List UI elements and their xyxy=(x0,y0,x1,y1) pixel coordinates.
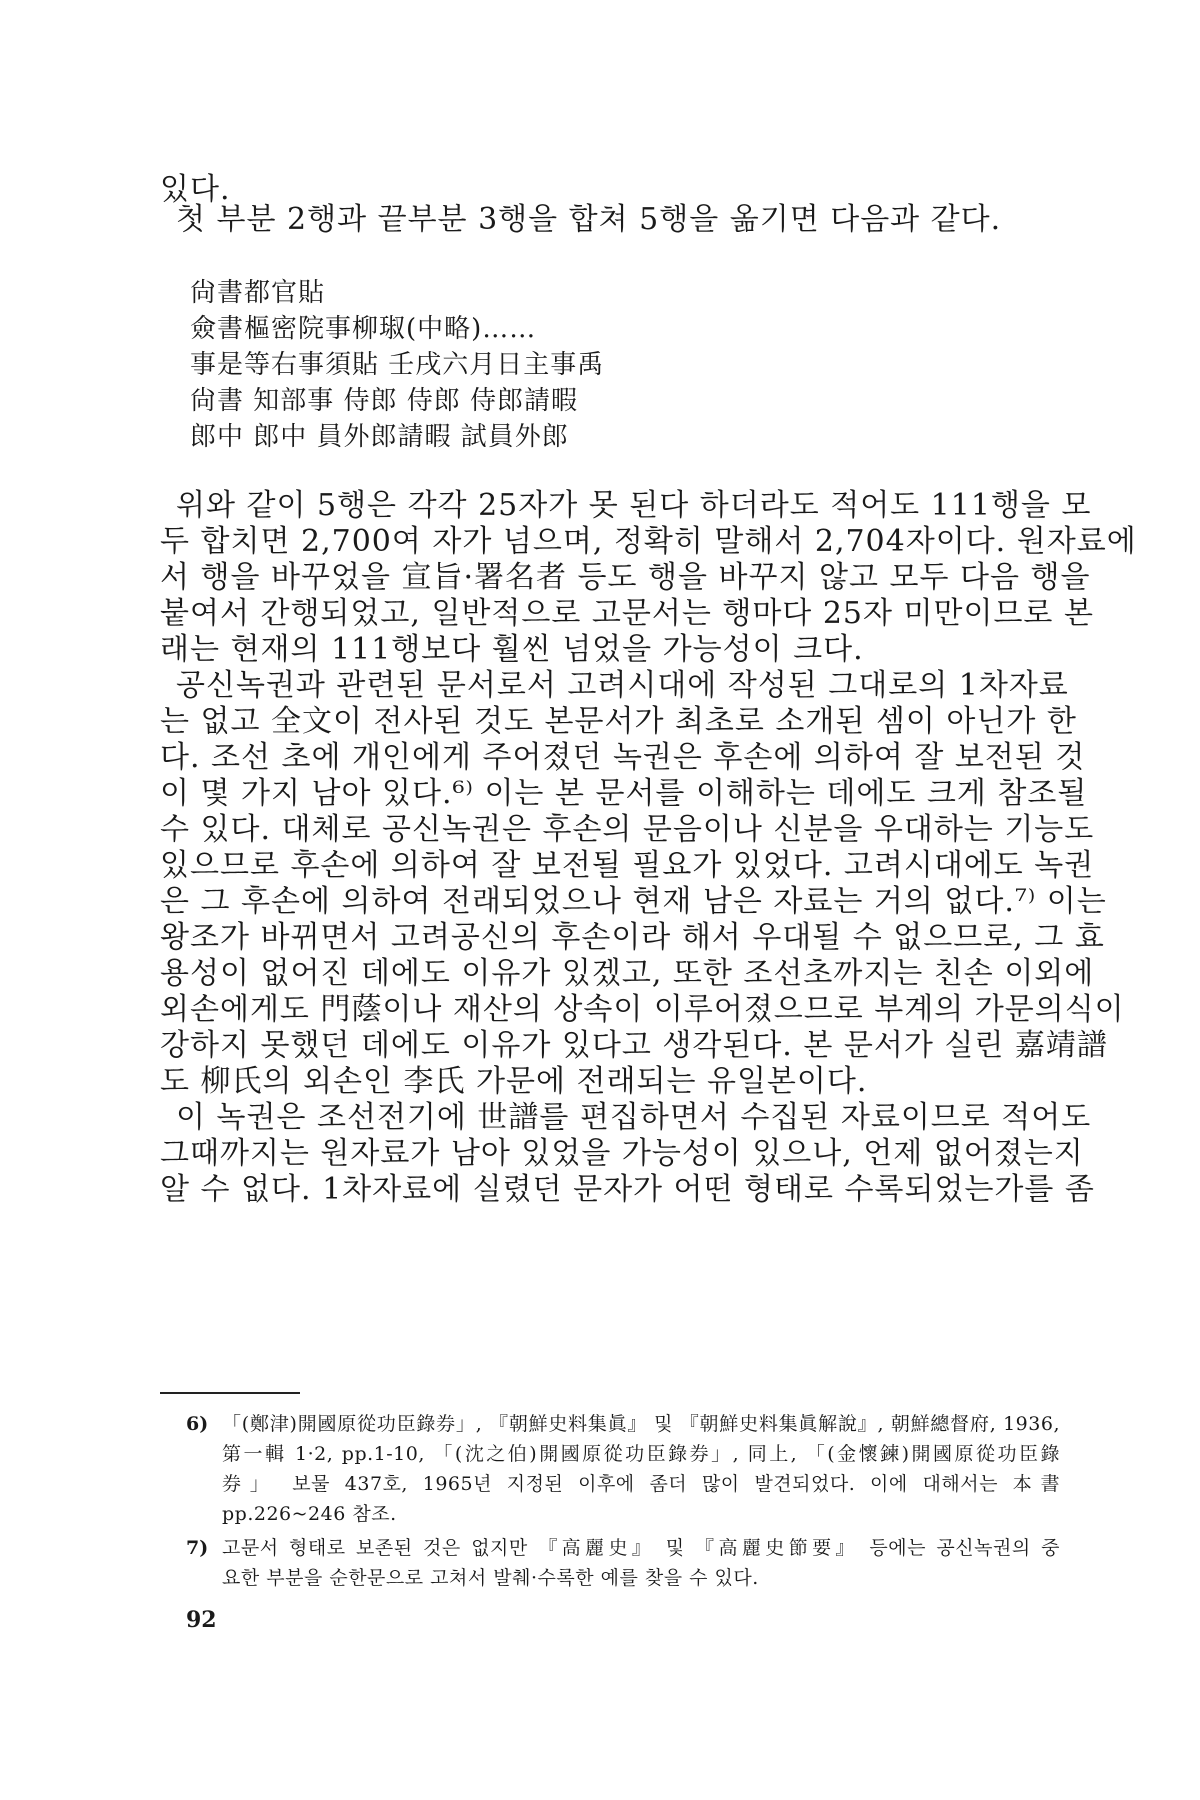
footnote-7-line-1: 고문서 형태로 보존된 것은 없지만 『高麗史』 및 『高麗史節要』 등에는 공신녹권의 중 xyxy=(222,1537,1060,1559)
paragraph2-line-8: 왕조가 바뀌면서 고려공신의 후손이라 해서 우대될 수 없으므로, 그 효 xyxy=(160,920,1105,955)
footnote-6-line-4: pp.226~246 참조. xyxy=(222,1503,397,1525)
paragraph2-line-1: 공신녹권과 관련된 문서로서 고려시대에 작성된 그대로의 1차자료 xyxy=(176,668,1069,703)
paragraph2-line-3: 다. 조선 초에 개인에게 주어졌던 녹권은 후손에 의하여 잘 보전된 것 xyxy=(160,740,1086,775)
paragraph2-line-7: 은 그 후손에 의하여 전래되었으나 현재 남은 자료는 거의 없다.⁷⁾ 이는 xyxy=(160,884,1107,919)
document-line-5: 郎中 郎中 員外郎請暇 試員外郎 xyxy=(190,422,569,452)
paragraph2-line-12: 도 柳氏의 외손인 李氏 가문에 전래되는 유일본이다. xyxy=(160,1064,868,1099)
paragraph3-line-3: 알 수 없다. 1차자료에 실렸던 문자가 어떤 형태로 수록되었는가를 좀 xyxy=(160,1172,1095,1207)
paragraph2-line-2: 는 없고 全文이 전사된 것도 본문서가 최초로 소개된 셈이 아닌가 한 xyxy=(160,704,1077,739)
document-line-3: 事是等右事須貼 壬戌六月日主事禹 xyxy=(190,350,605,380)
paragraph2-line-4: 이 몇 가지 남아 있다.⁶⁾ 이는 본 문서를 이해하는 데에도 크게 참조될 xyxy=(160,776,1088,811)
paragraph2-line-5: 수 있다. 대체로 공신녹권은 후손의 문음이나 신분을 우대하는 기능도 xyxy=(160,812,1095,847)
footnote-6-line-3: 券」 보물 437호, 1965년 지정된 이후에 좀더 많이 발견되었다. 이에 대해서는 本書 xyxy=(222,1473,1060,1495)
intro-line-2: 첫 부분 2행과 끝부분 3행을 합쳐 5행을 옮기면 다음과 같다. xyxy=(176,202,1002,237)
footnote-7-line-2: 요한 부분을 순한문으로 고쳐서 발췌·수록한 예를 찾을 수 있다. xyxy=(222,1567,759,1589)
paragraph1-line-5: 래는 현재의 111행보다 훨씬 넘었을 가능성이 크다. xyxy=(160,632,864,667)
paragraph1-line-1: 위와 같이 5행은 각각 25자가 못 된다 하더라도 적어도 111행을 모 xyxy=(176,488,1092,523)
document-line-1: 尙書都官貼 xyxy=(190,278,326,308)
paragraph3-line-2: 그때까지는 원자료가 남아 있었을 가능성이 있으나, 언제 없어졌는지 xyxy=(160,1136,1084,1171)
document-line-2: 僉書樞密院事柳琡(中略)…… xyxy=(190,314,537,344)
footnote-6-number: 6) xyxy=(186,1413,209,1435)
document-line-4: 尙書 知部事 侍郎 侍郎 侍郎請暇 xyxy=(190,386,579,416)
paragraph2-line-9: 용성이 없어진 데에도 이유가 있겠고, 또한 조선초까지는 친손 이외에 xyxy=(160,956,1095,991)
footnote-7-number: 7) xyxy=(186,1537,209,1559)
footnote-6-line-2: 第一輯 1·2, pp.1-10, 「(沈之伯)開國原從功臣錄券」, 同上, 「(金懷鍊)開國原從功臣錄 xyxy=(222,1443,1060,1465)
page-number: 92 xyxy=(186,1607,217,1633)
paragraph1-line-4: 붙여서 간행되었고, 일반적으로 고문서는 행마다 25자 미만이므로 본 xyxy=(160,596,1094,631)
paragraph2-line-11: 강하지 못했던 데에도 이유가 있다고 생각된다. 본 문서가 실린 嘉靖譜 xyxy=(160,1028,1108,1063)
paragraph1-line-2: 두 합치면 2,700여 자가 넘으며, 정확히 말해서 2,704자이다. 원자료에 xyxy=(160,524,1137,559)
paragraph2-line-10: 외손에게도 門蔭이나 재산의 상속이 이루어졌으므로 부계의 가문의식이 xyxy=(160,992,1125,1027)
footnote-6-line-1: 「(鄭津)開國原從功臣錄券」, 『朝鮮史料集眞』 및 『朝鮮史料集眞解說』, 朝鮮總督府, 1936, xyxy=(222,1413,1060,1435)
footnote-divider xyxy=(160,1392,300,1394)
paragraph2-line-6: 있으므로 후손에 의하여 잘 보전될 필요가 있었다. 고려시대에도 녹권 xyxy=(160,848,1095,883)
paragraph1-line-3: 서 행을 바꾸었을 宣旨·署名者 등도 행을 바꾸지 않고 모두 다음 행을 xyxy=(160,560,1091,595)
intro-line-1: 있다. xyxy=(160,172,231,207)
paragraph3-line-1: 이 녹권은 조선전기에 世譜를 편집하면서 수집된 자료이므로 적어도 xyxy=(176,1100,1092,1135)
